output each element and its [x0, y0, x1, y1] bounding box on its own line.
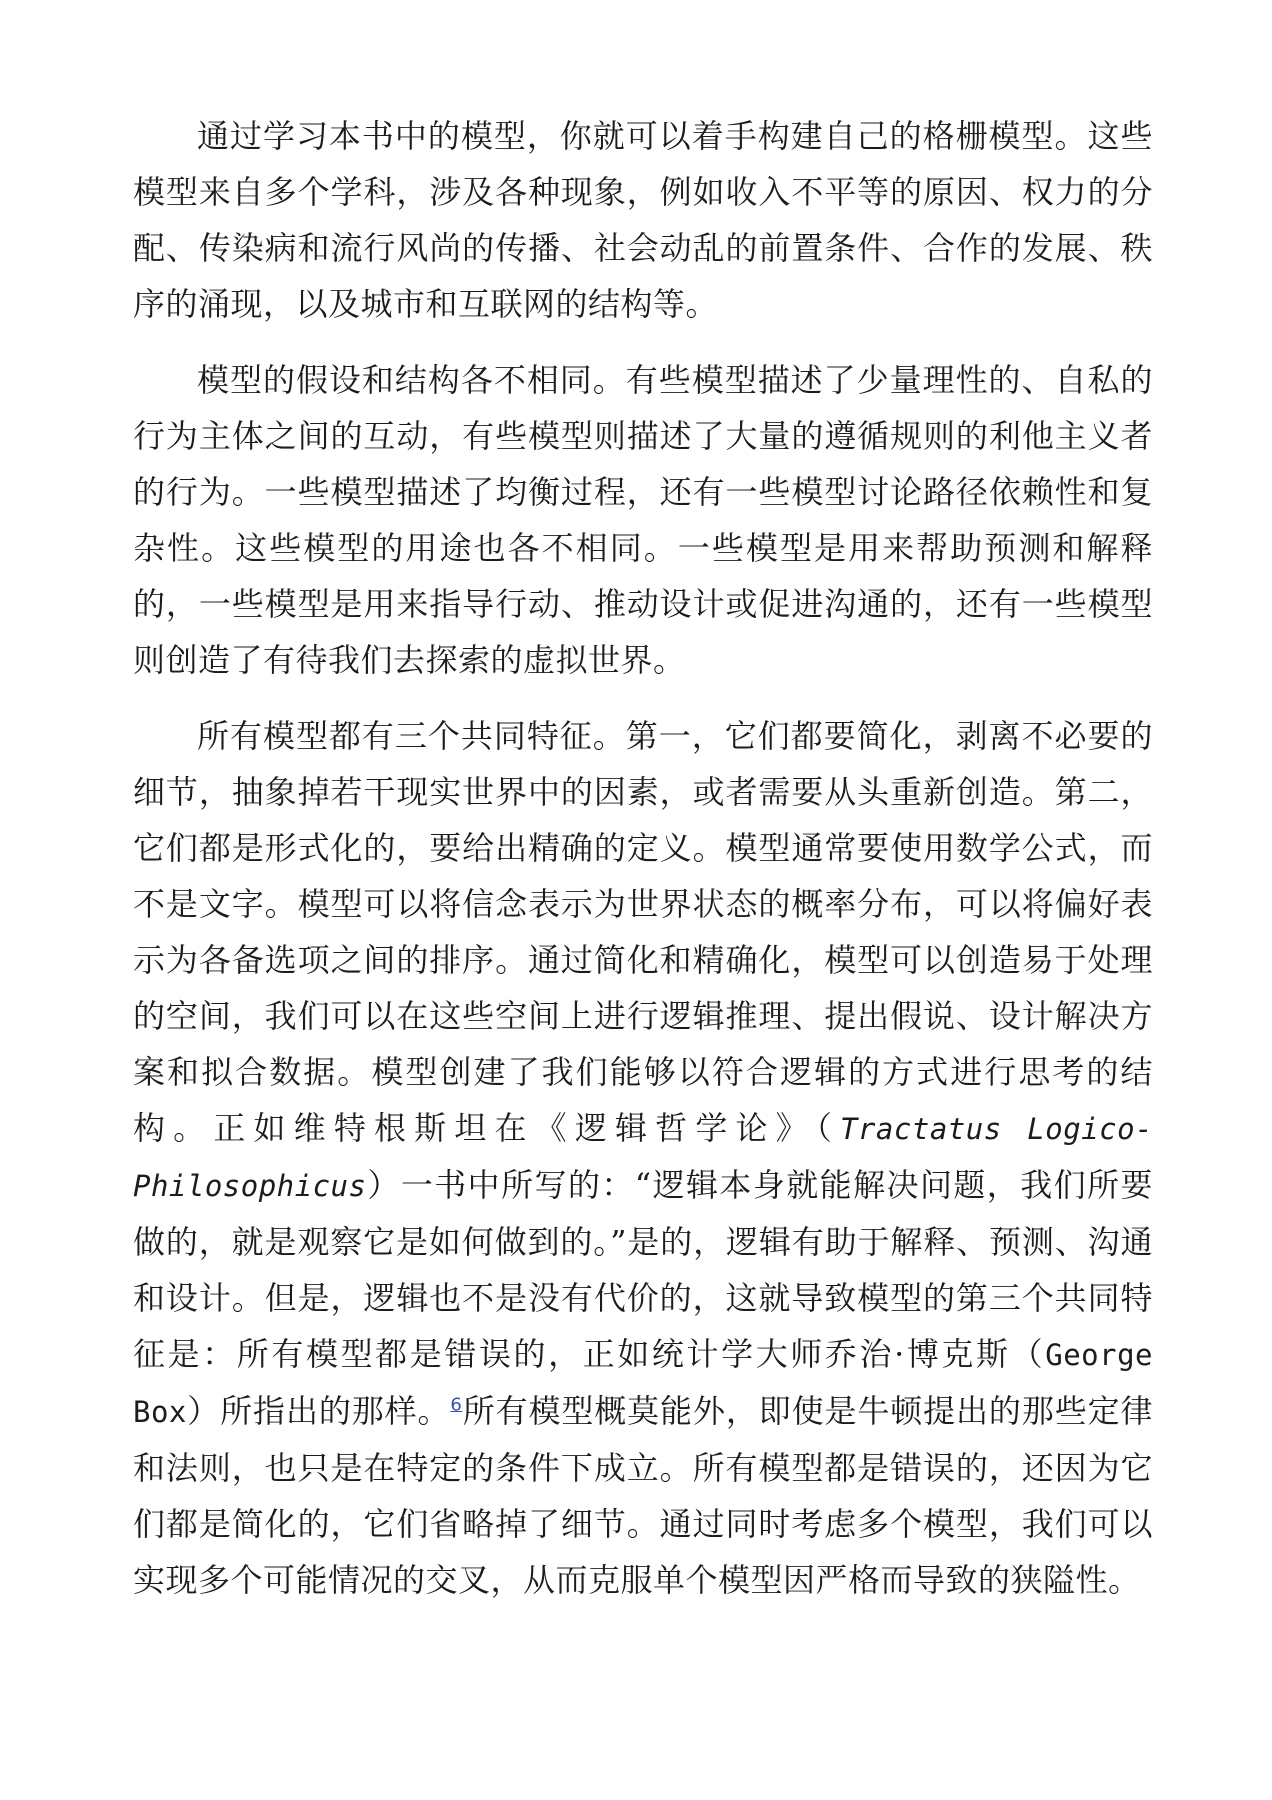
footnote-link[interactable]: 6: [450, 1394, 463, 1416]
paragraph-1: 通过学习本书中的模型，你就可以着手构建自己的格栅模型。这些模型来自多个学科，涉及各种现象，例如收入不平等的原因、权力的分配、传染病和流行风尚的传播、社会动乱的前置条件、合作的发展、秩序的涌现，以及城市和互联网的结构等。: [133, 117, 1153, 323]
paragraph-3-part-3: ）所指出的那样。: [186, 1392, 451, 1430]
paragraph-3-part-1: 所有模型都有三个共同特征。第一，它们都要简化，剥离不必要的细节，抽象掉若干现实世界中的因素，或者需要从头重新创造。第二，它们都是形式化的，要给出精确的定义。模型通常要使用数学公式，而不是文字。模型可以将信念表示为世界状态的概率分布，可以将偏好表示为各备选项之间的排序。通过简化和精确化，模型可以创造易于处理的空间，我们可以在这些空间上进行逻辑推理、提出假说、设计解决方案和拟合数据。模型创建了我们能够以符合逻辑的方式进行思考的结构。正如维特根斯坦在《逻辑哲学论》（: [133, 717, 1153, 1147]
person-name-latin: George Box: [133, 1338, 1153, 1429]
paragraph-3: [133, 708, 1153, 1608]
paragraph-2: 模型的假设和结构各不相同。有些模型描述了少量理性的、自私的行为主体之间的互动，有些模型则描述了大量的遵循规则的利他主义者的行为。一些模型描述了均衡过程，还有一些模型讨论路径依赖性和复杂性。这些模型的用途也各不相同。一些模型是用来帮助预测和解释的，一些模型是用来指导行动、推动设计或促进沟通的，还有一些模型则创造了有待我们去探索的虚拟世界。: [133, 361, 1153, 679]
paragraph-3-part-4: 所有模型概莫能外，即使是牛顿提出的那些定律和法则，也只是在特定的条件下成立。所有模型都是错误的，还因为它们都是简化的，它们省略掉了细节。通过同时考虑多个模型，我们可以实现多个可能情况的交叉，从而克服单个模型因严格而导致的狭隘性。: [133, 1392, 1153, 1599]
book-title-latin: Tractatus Logico-Philosophicus: [133, 1112, 1153, 1203]
paragraph-3-part-2: ）一书中所写的：“逻辑本身就能解决问题，我们所要做的，就是观察它是如何做到的。”是的，逻辑有助于解释、预测、沟通和设计。但是，逻辑也不是没有代价的，这就导致模型的第三个共同特征是：所有模型都是错误的，正如统计学大师乔治·博克斯（: [133, 1166, 1153, 1373]
body-text: [133, 108, 1153, 1608]
